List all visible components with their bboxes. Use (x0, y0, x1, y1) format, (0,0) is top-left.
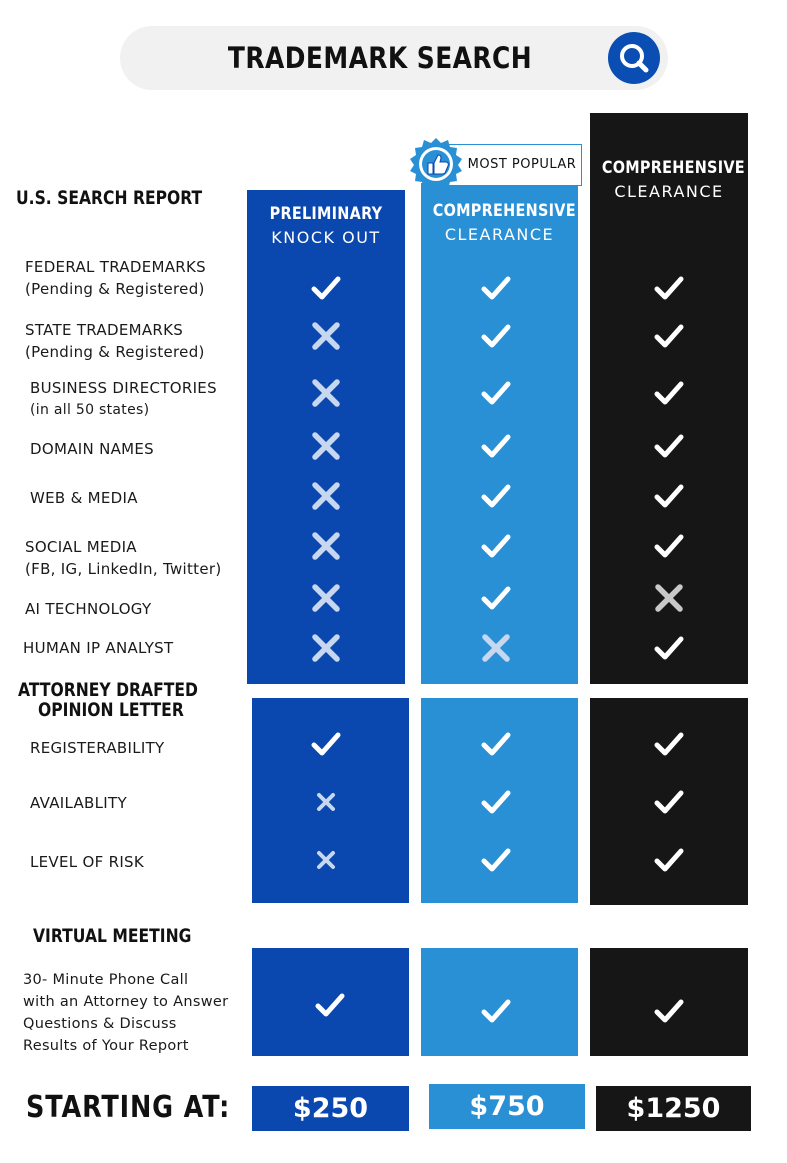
check-icon (476, 991, 516, 1031)
price-comprehensive-value: $750 (469, 1091, 545, 1122)
row-label-federal: FEDERAL TRADEMARKS (Pending & Registered) (25, 258, 206, 298)
section-virtual-meeting: VIRTUAL MEETING (33, 925, 192, 947)
cross-icon (306, 782, 346, 822)
price-premium-value: $1250 (626, 1093, 721, 1124)
header-comprehensive (421, 201, 578, 244)
section-attorney-line1: ATTORNEY DRAFTED (18, 679, 198, 701)
price-preliminary (252, 1086, 409, 1131)
price-preliminary-value: $250 (292, 1093, 369, 1124)
check-icon (476, 782, 516, 822)
check-icon (649, 268, 689, 308)
section-us-search-report: U.S. SEARCH REPORT (16, 187, 203, 209)
price-comprehensive (429, 1084, 585, 1129)
meeting-description: 30- Minute Phone Call with an Attorney to Answer Questions & Discuss Results of Your Report (23, 972, 229, 1054)
row-label-business: BUSINESS DIRECTORIES (in all 50 states) (30, 379, 217, 418)
row-label-availability: AVAILABLITY (30, 794, 127, 812)
header-comprehensive-line2: CLEARANCE (444, 225, 555, 244)
row-label-ai: AI TECHNOLOGY (25, 600, 152, 618)
check-icon (649, 840, 689, 880)
check-icon (476, 578, 516, 618)
header-premium-line2: CLEARANCE (614, 182, 724, 201)
row-label-state: STATE TRADEMARKS (Pending & Registered) (25, 321, 205, 361)
check-icon (649, 628, 689, 668)
check-icon (649, 526, 689, 566)
check-icon (476, 268, 516, 308)
cross-icon (306, 373, 346, 413)
check-icon (649, 782, 689, 822)
cross-icon (306, 628, 346, 668)
cross-icon (649, 578, 689, 618)
starting-at-label: STARTING AT: (26, 1090, 231, 1125)
header-preliminary-line1: PRELIMINARY (269, 204, 383, 224)
page-title: TRADEMARK SEARCH (227, 41, 533, 75)
row-label-registerability: REGISTERABILITY (30, 739, 165, 757)
check-icon (476, 526, 516, 566)
price-premium (596, 1086, 751, 1131)
check-icon (649, 373, 689, 413)
cross-icon (306, 578, 346, 618)
row-label-risk: LEVEL OF RISK (30, 853, 145, 871)
check-icon (476, 373, 516, 413)
cross-icon (306, 476, 346, 516)
most-popular-label: MOST POPULAR (467, 157, 577, 172)
header-preliminary (247, 204, 405, 247)
cross-icon (306, 526, 346, 566)
header-preliminary-line2: KNOCK OUT (271, 228, 381, 247)
cross-icon (306, 840, 346, 880)
cross-icon (306, 316, 346, 356)
search-icon (608, 32, 660, 84)
check-icon (476, 840, 516, 880)
cross-icon (306, 426, 346, 466)
search-bar[interactable] (120, 26, 668, 90)
cross-icon (476, 628, 516, 668)
check-icon (649, 426, 689, 466)
check-icon (306, 268, 346, 308)
header-comprehensive-line1: COMPREHENSIVE (432, 201, 576, 221)
check-icon (649, 991, 689, 1031)
check-icon (649, 476, 689, 516)
check-icon (649, 316, 689, 356)
check-icon (310, 985, 350, 1025)
search-button[interactable] (608, 32, 660, 84)
row-label-domain: DOMAIN NAMES (30, 440, 154, 458)
check-icon (476, 316, 516, 356)
check-icon (306, 724, 346, 764)
thumbs-up-badge-icon (408, 136, 464, 192)
check-icon (649, 724, 689, 764)
header-premium (590, 158, 748, 201)
header-premium-line1: COMPREHENSIVE (601, 158, 745, 178)
section-attorney-line2: OPINION LETTER (38, 699, 184, 721)
check-icon (476, 724, 516, 764)
check-icon (476, 426, 516, 466)
check-icon (476, 476, 516, 516)
row-label-human: HUMAN IP ANALYST (23, 639, 174, 657)
row-label-web: WEB & MEDIA (30, 489, 138, 507)
row-label-social: SOCIAL MEDIA (FB, IG, LinkedIn, Twitter) (25, 538, 222, 578)
